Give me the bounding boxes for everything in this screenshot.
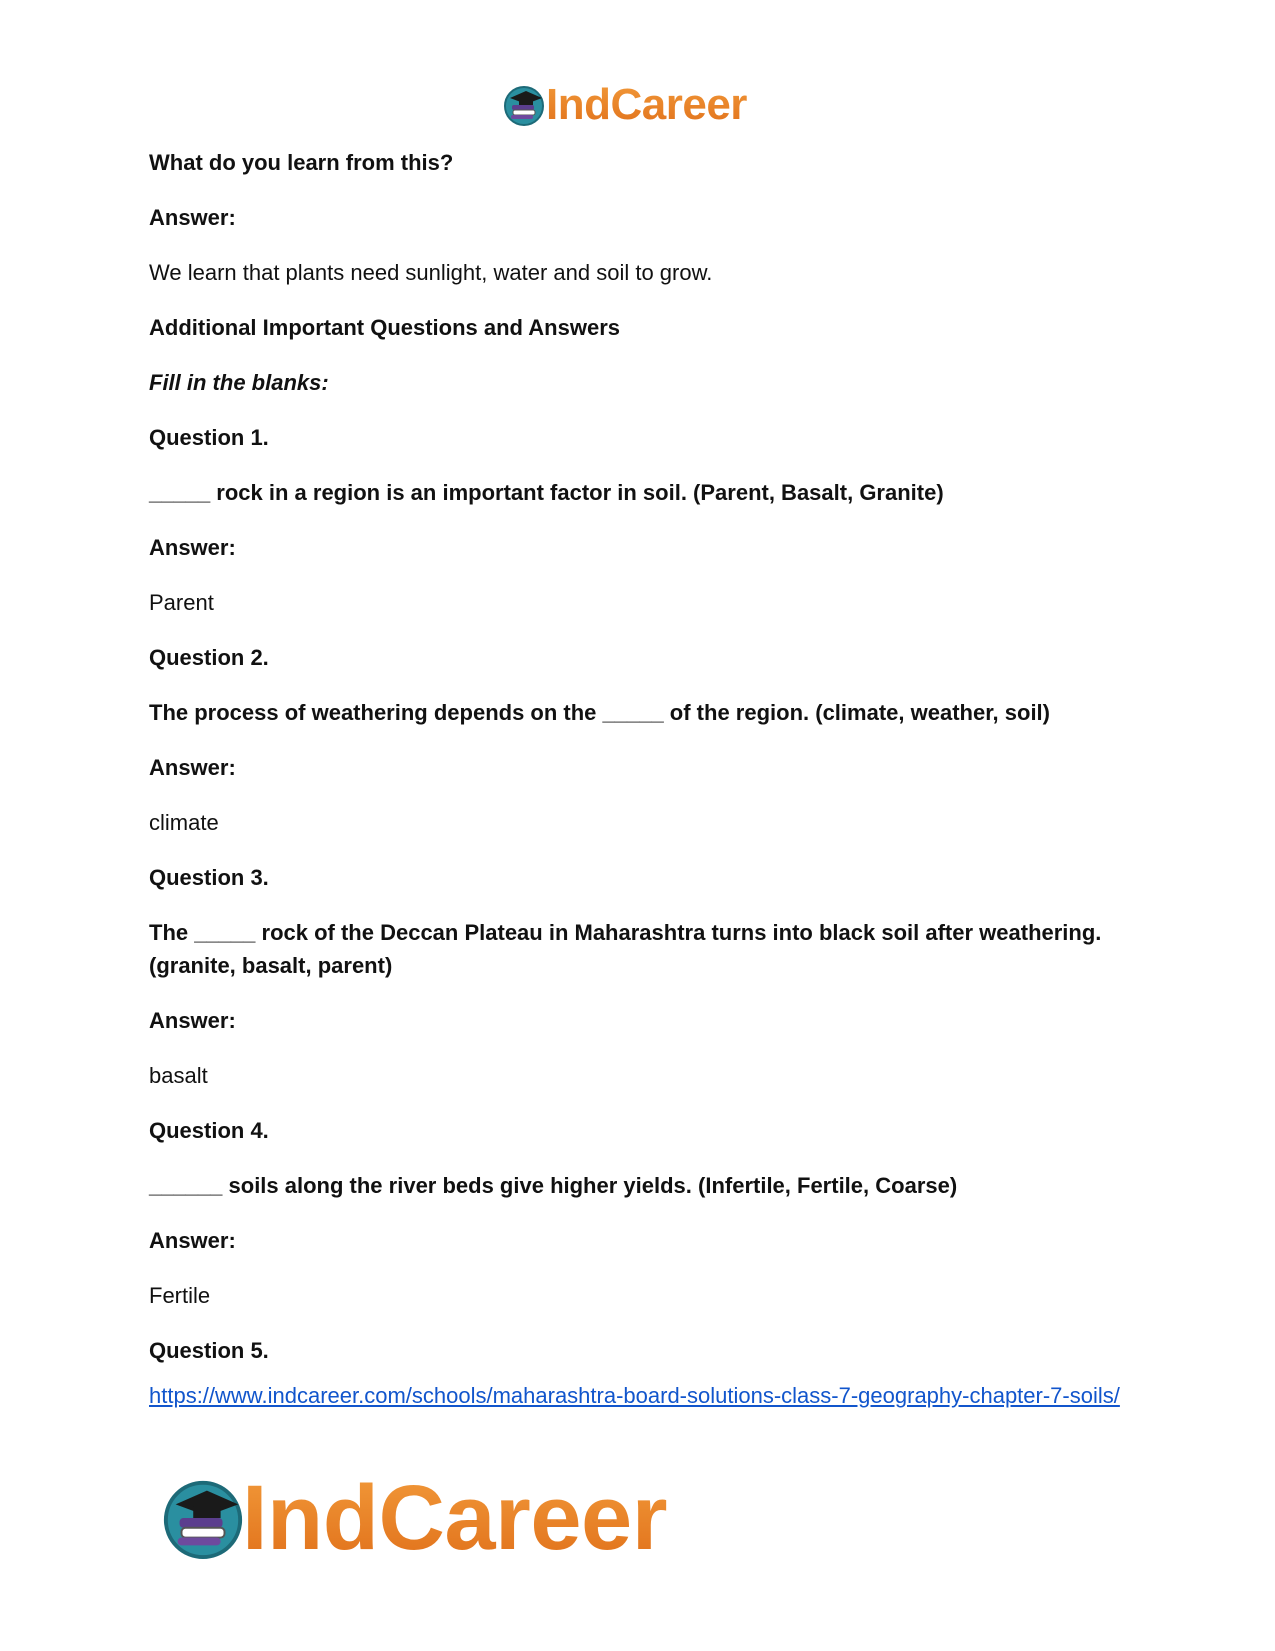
answer-label: Answer: (149, 1008, 236, 1033)
header-logo (502, 80, 747, 130)
answer-label: Answer: (149, 755, 236, 780)
question-text: The process of weathering depends on the _____ of the region. (climate, weather, soil) (149, 700, 1050, 725)
graduation-cap-books-icon (160, 1475, 246, 1561)
answer-text: Fertile (149, 1283, 211, 1308)
answer-text: Parent (149, 590, 214, 615)
question-text: ______ soils along the river beds give higher yields. (Infertile, Fertile, Coarse) (149, 1173, 958, 1198)
question-number: Question 5. (149, 1338, 269, 1363)
question-text: _____ rock in a region is an important factor in soil. (Parent, Basalt, Granite) (149, 480, 944, 505)
answer-text: We learn that plants need sunlight, water and soil to grow. (149, 260, 713, 285)
answer-label: Answer: (149, 1228, 236, 1253)
answer-text: basalt (149, 1063, 208, 1088)
paragraph: What do you learn from this? (149, 150, 454, 175)
answer-label: Answer: (149, 535, 236, 560)
graduation-cap-books-icon (502, 83, 546, 127)
question-number: Question 1. (149, 425, 269, 450)
footer-logo-text: IndCareer (242, 1467, 667, 1569)
source-link[interactable]: https://www.indcareer.com/schools/maharashtra-board-solutions-class-7-geography-chapter-7-soils/ (149, 1383, 1120, 1408)
footer-logo (160, 1468, 667, 1568)
question-number: Question 2. (149, 645, 269, 670)
question-number: Question 4. (149, 1118, 269, 1143)
header-logo-text: IndCareer (546, 80, 747, 129)
answer-text: climate (149, 810, 219, 835)
question-number: Question 3. (149, 865, 269, 890)
section-heading: Additional Important Questions and Answers (149, 315, 621, 340)
answer-label: Answer: (149, 205, 236, 230)
question-text: The _____ rock of the Deccan Plateau in Maharashtra turns into black soil after weathering. (granite, basalt, parent) (149, 920, 1102, 978)
section-subheading: Fill in the blanks: (149, 370, 329, 395)
document-body (149, 146, 1134, 1389)
